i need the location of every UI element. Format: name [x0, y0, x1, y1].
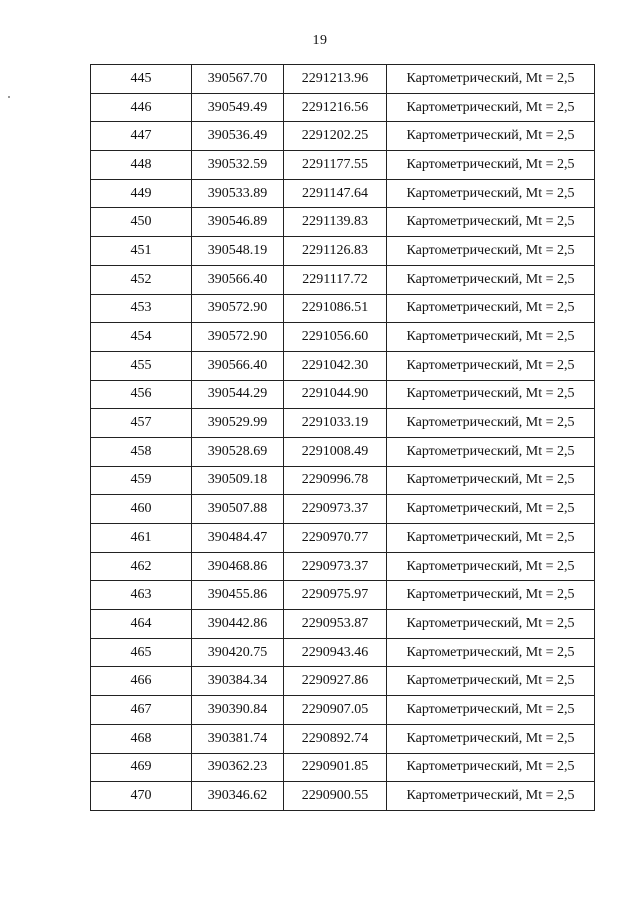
table-row — [91, 93, 595, 122]
table-row — [91, 524, 595, 553]
y-coordinate-cell: 2291008.49 — [284, 437, 387, 466]
method-cell: Картометрический, Mt = 2,5 — [387, 552, 595, 581]
point-number-cell: 456 — [91, 380, 192, 409]
x-coordinate-cell: 390381.74 — [192, 724, 284, 753]
method-cell: Картометрический, Mt = 2,5 — [387, 351, 595, 380]
method-cell: Картометрический, Mt = 2,5 — [387, 323, 595, 352]
table-row — [91, 638, 595, 667]
x-coordinate-cell: 390420.75 — [192, 638, 284, 667]
y-coordinate-cell: 2291042.30 — [284, 351, 387, 380]
y-coordinate-cell: 2290953.87 — [284, 610, 387, 639]
method-cell: Картометрический, Mt = 2,5 — [387, 122, 595, 151]
coordinates-table — [90, 64, 595, 811]
table-row — [91, 753, 595, 782]
point-number-cell: 449 — [91, 179, 192, 208]
table-row — [91, 151, 595, 180]
y-coordinate-cell: 2291117.72 — [284, 265, 387, 294]
method-cell: Картометрический, Mt = 2,5 — [387, 208, 595, 237]
point-number-cell: 452 — [91, 265, 192, 294]
method-cell: Картометрический, Mt = 2,5 — [387, 696, 595, 725]
table-row — [91, 294, 595, 323]
x-coordinate-cell: 390346.62 — [192, 782, 284, 811]
point-number-cell: 461 — [91, 524, 192, 553]
method-cell: Картометрический, Mt = 2,5 — [387, 237, 595, 266]
point-number-cell: 467 — [91, 696, 192, 725]
method-cell: Картометрический, Mt = 2,5 — [387, 294, 595, 323]
y-coordinate-cell: 2290901.85 — [284, 753, 387, 782]
y-coordinate-cell: 2291086.51 — [284, 294, 387, 323]
point-number-cell: 469 — [91, 753, 192, 782]
point-number-cell: 448 — [91, 151, 192, 180]
x-coordinate-cell: 390572.90 — [192, 323, 284, 352]
y-coordinate-cell: 2291044.90 — [284, 380, 387, 409]
x-coordinate-cell: 390509.18 — [192, 466, 284, 495]
y-coordinate-cell: 2290907.05 — [284, 696, 387, 725]
point-number-cell: 454 — [91, 323, 192, 352]
method-cell: Картометрический, Mt = 2,5 — [387, 409, 595, 438]
table-row — [91, 237, 595, 266]
point-number-cell: 460 — [91, 495, 192, 524]
x-coordinate-cell: 390567.70 — [192, 65, 284, 94]
method-cell: Картометрический, Mt = 2,5 — [387, 179, 595, 208]
y-coordinate-cell: 2291216.56 — [284, 93, 387, 122]
method-cell: Картометрический, Mt = 2,5 — [387, 437, 595, 466]
x-coordinate-cell: 390362.23 — [192, 753, 284, 782]
x-coordinate-cell: 390549.49 — [192, 93, 284, 122]
x-coordinate-cell: 390546.89 — [192, 208, 284, 237]
point-number-cell: 466 — [91, 667, 192, 696]
table-row — [91, 667, 595, 696]
method-cell: Картометрический, Mt = 2,5 — [387, 65, 595, 94]
method-cell: Картометрический, Mt = 2,5 — [387, 581, 595, 610]
point-number-cell: 447 — [91, 122, 192, 151]
y-coordinate-cell: 2291177.55 — [284, 151, 387, 180]
point-number-cell: 457 — [91, 409, 192, 438]
x-coordinate-cell: 390507.88 — [192, 495, 284, 524]
y-coordinate-cell: 2291202.25 — [284, 122, 387, 151]
y-coordinate-cell: 2290996.78 — [284, 466, 387, 495]
point-number-cell: 445 — [91, 65, 192, 94]
x-coordinate-cell: 390390.84 — [192, 696, 284, 725]
method-cell: Картометрический, Mt = 2,5 — [387, 724, 595, 753]
x-coordinate-cell: 390548.19 — [192, 237, 284, 266]
x-coordinate-cell: 390533.89 — [192, 179, 284, 208]
point-number-cell: 450 — [91, 208, 192, 237]
method-cell: Картометрический, Mt = 2,5 — [387, 753, 595, 782]
point-number-cell: 455 — [91, 351, 192, 380]
point-number-cell: 458 — [91, 437, 192, 466]
y-coordinate-cell: 2291213.96 — [284, 65, 387, 94]
method-cell: Картометрический, Mt = 2,5 — [387, 151, 595, 180]
table-row — [91, 409, 595, 438]
table-row — [91, 495, 595, 524]
point-number-cell: 465 — [91, 638, 192, 667]
table-row — [91, 552, 595, 581]
x-coordinate-cell: 390536.49 — [192, 122, 284, 151]
table-row — [91, 122, 595, 151]
y-coordinate-cell: 2290892.74 — [284, 724, 387, 753]
method-cell: Картометрический, Mt = 2,5 — [387, 667, 595, 696]
y-coordinate-cell: 2291139.83 — [284, 208, 387, 237]
page-number: 19 — [312, 33, 328, 48]
table-row — [91, 179, 595, 208]
table-row — [91, 696, 595, 725]
x-coordinate-cell: 390544.29 — [192, 380, 284, 409]
x-coordinate-cell: 390528.69 — [192, 437, 284, 466]
table-row — [91, 610, 595, 639]
method-cell: Картометрический, Mt = 2,5 — [387, 466, 595, 495]
y-coordinate-cell: 2291056.60 — [284, 323, 387, 352]
point-number-cell: 459 — [91, 466, 192, 495]
method-cell: Картометрический, Mt = 2,5 — [387, 524, 595, 553]
method-cell: Картометрический, Mt = 2,5 — [387, 93, 595, 122]
x-coordinate-cell: 390455.86 — [192, 581, 284, 610]
point-number-cell: 453 — [91, 294, 192, 323]
point-number-cell: 446 — [91, 93, 192, 122]
method-cell: Картометрический, Mt = 2,5 — [387, 782, 595, 811]
point-number-cell: 451 — [91, 237, 192, 266]
y-coordinate-cell: 2290973.37 — [284, 552, 387, 581]
x-coordinate-cell: 390484.47 — [192, 524, 284, 553]
table-row — [91, 208, 595, 237]
y-coordinate-cell: 2290900.55 — [284, 782, 387, 811]
point-number-cell: 464 — [91, 610, 192, 639]
y-coordinate-cell: 2291147.64 — [284, 179, 387, 208]
table-row — [91, 323, 595, 352]
point-number-cell: 470 — [91, 782, 192, 811]
x-coordinate-cell: 390566.40 — [192, 351, 284, 380]
table-row — [91, 724, 595, 753]
x-coordinate-cell: 390532.59 — [192, 151, 284, 180]
x-coordinate-cell: 390384.34 — [192, 667, 284, 696]
method-cell: Картометрический, Mt = 2,5 — [387, 380, 595, 409]
method-cell: Картометрический, Mt = 2,5 — [387, 638, 595, 667]
table-row — [91, 466, 595, 495]
table-row — [91, 65, 595, 94]
y-coordinate-cell: 2291126.83 — [284, 237, 387, 266]
x-coordinate-cell: 390529.99 — [192, 409, 284, 438]
x-coordinate-cell: 390566.40 — [192, 265, 284, 294]
point-number-cell: 468 — [91, 724, 192, 753]
point-number-cell: 463 — [91, 581, 192, 610]
table-row — [91, 437, 595, 466]
method-cell: Картометрический, Mt = 2,5 — [387, 495, 595, 524]
x-coordinate-cell: 390572.90 — [192, 294, 284, 323]
method-cell: Картометрический, Mt = 2,5 — [387, 265, 595, 294]
coordinates-table-body — [91, 65, 595, 811]
y-coordinate-cell: 2291033.19 — [284, 409, 387, 438]
y-coordinate-cell: 2290975.97 — [284, 581, 387, 610]
table-row — [91, 782, 595, 811]
y-coordinate-cell: 2290927.86 — [284, 667, 387, 696]
scan-speck — [8, 96, 10, 98]
table-row — [91, 351, 595, 380]
table-row — [91, 581, 595, 610]
y-coordinate-cell: 2290970.77 — [284, 524, 387, 553]
method-cell: Картометрический, Mt = 2,5 — [387, 610, 595, 639]
y-coordinate-cell: 2290973.37 — [284, 495, 387, 524]
table-row — [91, 265, 595, 294]
y-coordinate-cell: 2290943.46 — [284, 638, 387, 667]
table-row — [91, 380, 595, 409]
x-coordinate-cell: 390468.86 — [192, 552, 284, 581]
point-number-cell: 462 — [91, 552, 192, 581]
x-coordinate-cell: 390442.86 — [192, 610, 284, 639]
